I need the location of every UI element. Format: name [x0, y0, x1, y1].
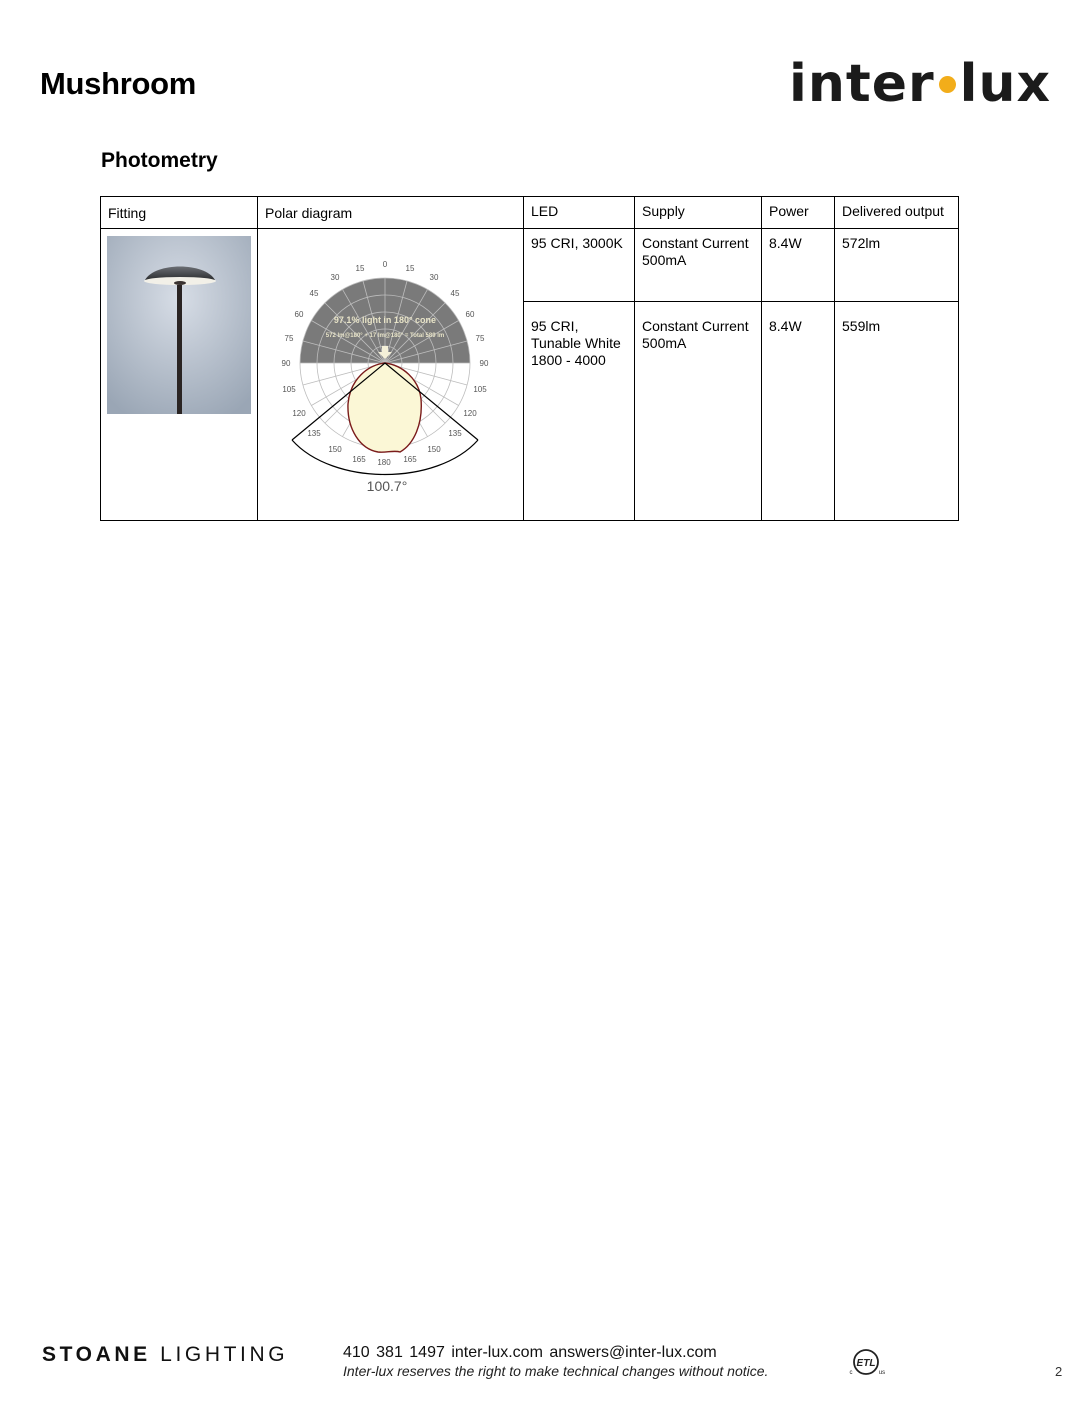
supply-cell: [635, 302, 762, 521]
led-line: 95 CRI,: [531, 318, 579, 334]
polar-tick-label: 180: [377, 458, 391, 467]
polar-headline: 97.1% light in 180° cone: [333, 315, 437, 325]
polar-tick-label: 165: [352, 455, 366, 464]
footer-email-link[interactable]: answers@inter-lux.com: [549, 1344, 717, 1361]
fitting-cell: [101, 229, 258, 521]
polar-tick-label: 30: [429, 273, 439, 282]
footer-brand-bold: STOANE: [42, 1343, 151, 1366]
power-cell: 8.4W: [762, 302, 835, 521]
header-led: LED: [524, 197, 635, 229]
supply-line: Constant Current: [642, 235, 749, 251]
led-line: Tunable White: [531, 335, 621, 351]
header-power: Power: [762, 197, 835, 229]
led-line: 1800 - 4000: [531, 352, 606, 368]
interlux-logo: [789, 52, 1052, 116]
supply-line: 500mA: [642, 252, 687, 268]
polar-tick-label: 45: [309, 289, 319, 298]
cert-mark-text: ETL: [856, 1358, 876, 1369]
logo-text-inter: inter: [789, 54, 935, 114]
led-cell: 95 CRI, 3000K: [524, 229, 635, 302]
supply-line: 500mA: [642, 335, 687, 351]
power-cell: 8.4W: [762, 229, 835, 302]
table-row: [101, 229, 959, 302]
polar-tick-label: 30: [330, 273, 340, 282]
polar-tick-label: 90: [479, 359, 489, 368]
footer-website-link[interactable]: inter-lux.com: [451, 1344, 543, 1361]
cert-us-text: us: [878, 1370, 886, 1376]
header-supply: Supply: [635, 197, 762, 229]
polar-tick-label: 75: [475, 334, 485, 343]
polar-diagram: [278, 239, 508, 499]
footer-phone: 410 381 1497: [343, 1344, 445, 1361]
polar-tick-label: 90: [281, 359, 291, 368]
polar-tick-label: 0: [382, 260, 388, 269]
supply-line: Constant Current: [642, 318, 749, 334]
header-fitting: Fitting: [101, 197, 258, 229]
footer-brand: [42, 1343, 288, 1367]
polar-tick-label: 135: [307, 429, 321, 438]
footer-contact: [343, 1344, 717, 1362]
polar-tick-label: 15: [405, 264, 415, 273]
header-polar-diagram: Polar diagram: [258, 197, 524, 229]
polar-tick-label: 120: [463, 409, 477, 418]
page-number: 2: [1055, 1364, 1063, 1379]
polar-tick-label: 120: [292, 409, 306, 418]
polar-tick-label: 60: [465, 310, 475, 319]
section-title: Photometry: [101, 149, 218, 172]
polar-tick-label: 60: [294, 310, 304, 319]
footer-brand-light: LIGHTING: [160, 1343, 289, 1366]
header-delivered-output: Delivered output: [835, 197, 959, 229]
polar-tick-label: 150: [427, 445, 441, 454]
page-title: Mushroom: [40, 66, 197, 101]
polar-subline: 572 lm@180° + 17 lm@180° = Total 589 lm: [325, 333, 445, 339]
polar-tick-label: 135: [448, 429, 462, 438]
fitting-photo: [107, 236, 251, 414]
polar-tick-label: 105: [282, 385, 296, 394]
output-cell: 559lm: [835, 302, 959, 521]
polar-tick-label: 165: [403, 455, 417, 464]
polar-tick-label: 75: [284, 334, 294, 343]
output-cell: 572lm: [835, 229, 959, 302]
polar-tick-label: 105: [473, 385, 487, 394]
cert-c-text: c: [849, 1370, 853, 1376]
polar-diagram-cell: [258, 229, 524, 521]
polar-tick-label: 150: [328, 445, 342, 454]
footer-disclaimer: Inter-lux reserves the right to make technical changes without notice.: [343, 1363, 769, 1379]
polar-tick-label: 15: [355, 264, 365, 273]
photometry-table: [100, 196, 959, 521]
etl-certification-icon: [848, 1347, 888, 1377]
table-header-row: [101, 197, 959, 229]
logo-dot-icon: [939, 76, 956, 93]
supply-cell: [635, 229, 762, 302]
polar-tick-label: 45: [450, 289, 460, 298]
led-cell: [524, 302, 635, 521]
beam-angle-label: 100.7°: [366, 478, 408, 494]
logo-text-lux: lux: [959, 54, 1052, 114]
